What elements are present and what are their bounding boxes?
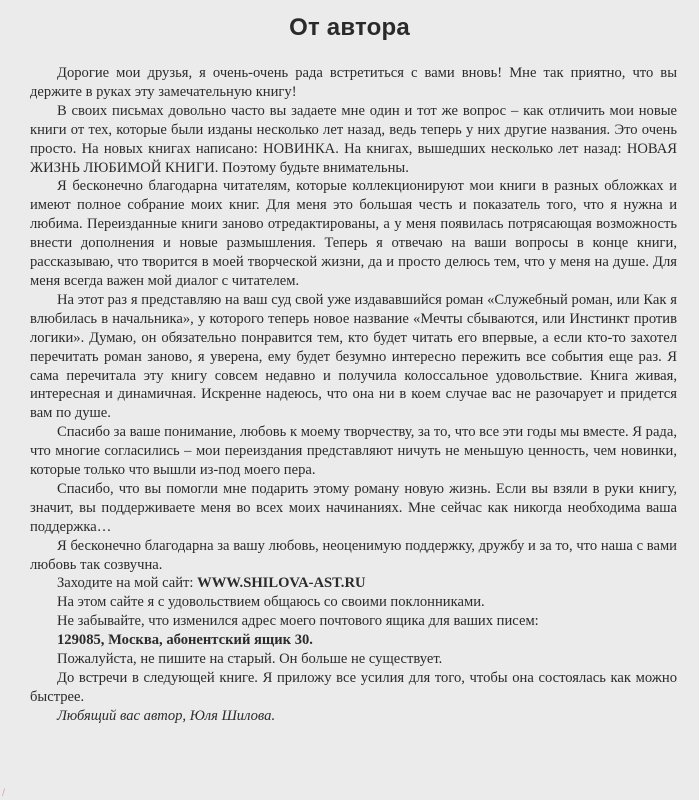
- closing-paragraph: До встречи в следующей книге. Я приложу все усилия для того, чтобы она состоялась как можно быстрее.: [30, 670, 677, 705]
- corner-mark: ∕: [2, 788, 6, 798]
- paragraph-new-books: В своих письмах довольно часто вы задаете мне один и тот же вопрос – как отличить мои новые книги от тех, которые были изданы несколько лет назад, ведь теперь у них другие названия. Это очень просто. На новых книгах написано: НОВИНКА. На книгах, вышедших несколько лет назад: НОВАЯ ЖИЗНЬ ЛЮБИМОЙ КНИГИ. Поэтому будьте внимательны.: [30, 102, 677, 176]
- website-url[interactable]: WWW.SHILOVA-AST.RU: [197, 575, 366, 592]
- website-description: На этом сайте я с удовольствием общаюсь со своими поклонниками.: [57, 594, 485, 611]
- paragraph-novel: На этот раз я представляю на ваш суд свой уже издававшийся роман «Служебный роман, или Как я влюбилась в начальника», у которого теперь новое название «Мечты сбываются, или Инстинкт против логики». Думаю, он обязательно понравится тем, кто будет читать его впервые, а если кто-то захотел перечитать роман заново, я уверена, ему будет безумно интересно пережить все события еще раз. Я сама перечитала эту книгу совсем недавно и получила колоссальное удовольствие. Книга живая, интересная и динамичная. Искренне надеюсь, что она ни в коем случае вас не разочарует и придется вам по душе.: [30, 291, 677, 422]
- mail-address: 129085, Москва, абонентский ящик 30.: [57, 632, 313, 649]
- page-body: [30, 64, 677, 726]
- paragraph-collectors: Я бесконечно благодарна читателям, которые коллекционируют мои книги в разных обложках и имеют полное собрание моих книг. Для меня это большая честь и показатель того, что я нужна и любима. Переизданные книги заново отредактированы, а у меня появилась потрясающая возможность внести дополнения и новые размышления. Теперь я отвечаю на ваши вопросы в конце книги, рассказываю, что творится в моей творческой жизни, да и просто делюсь тем, что у меня на душе. Для меня всегда важен мой диалог с читателем.: [30, 178, 677, 289]
- paragraph-thanks: Спасибо за ваше понимание, любовь к моему творчеству, за то, что все эти годы мы вместе. Я рада, что многие согласились – мои переиздания представляют ничуть не меньшую ценность, чем новинки, которые только что вышли из-под моего пера.: [30, 424, 677, 479]
- paragraph-greeting: Дорогие мои друзья, я очень-очень рада встретиться с вами вновь! Мне так приятно, что вы держите в руках эту замечательную книгу!: [30, 65, 677, 100]
- website-line: [30, 574, 677, 593]
- website-prefix: Заходите на мой сайт:: [57, 575, 198, 592]
- page-title: От автора: [289, 14, 410, 41]
- paragraph-gratitude: Я бесконечно благодарна за вашу любовь, неоценимую поддержку, дружбу и за то, что наша с вами любовь так созвучна.: [30, 537, 677, 573]
- paragraph-support: Спасибо, что вы помогли мне подарить этому роману новую жизнь. Если вы взяли в руки книгу, значит, вы поддерживаете меня во всех моих начинаниях. Мне сейчас как никогда необходима ваша поддержка…: [30, 480, 677, 535]
- mail-notice: Не забывайте, что изменился адрес моего почтового ящика для ваших писем:: [57, 613, 539, 630]
- author-signature: Любящий вас автор, Юля Шилова.: [57, 707, 276, 724]
- old-address-note: Пожалуйста, не пишите на старый. Он больше не существует.: [57, 651, 443, 668]
